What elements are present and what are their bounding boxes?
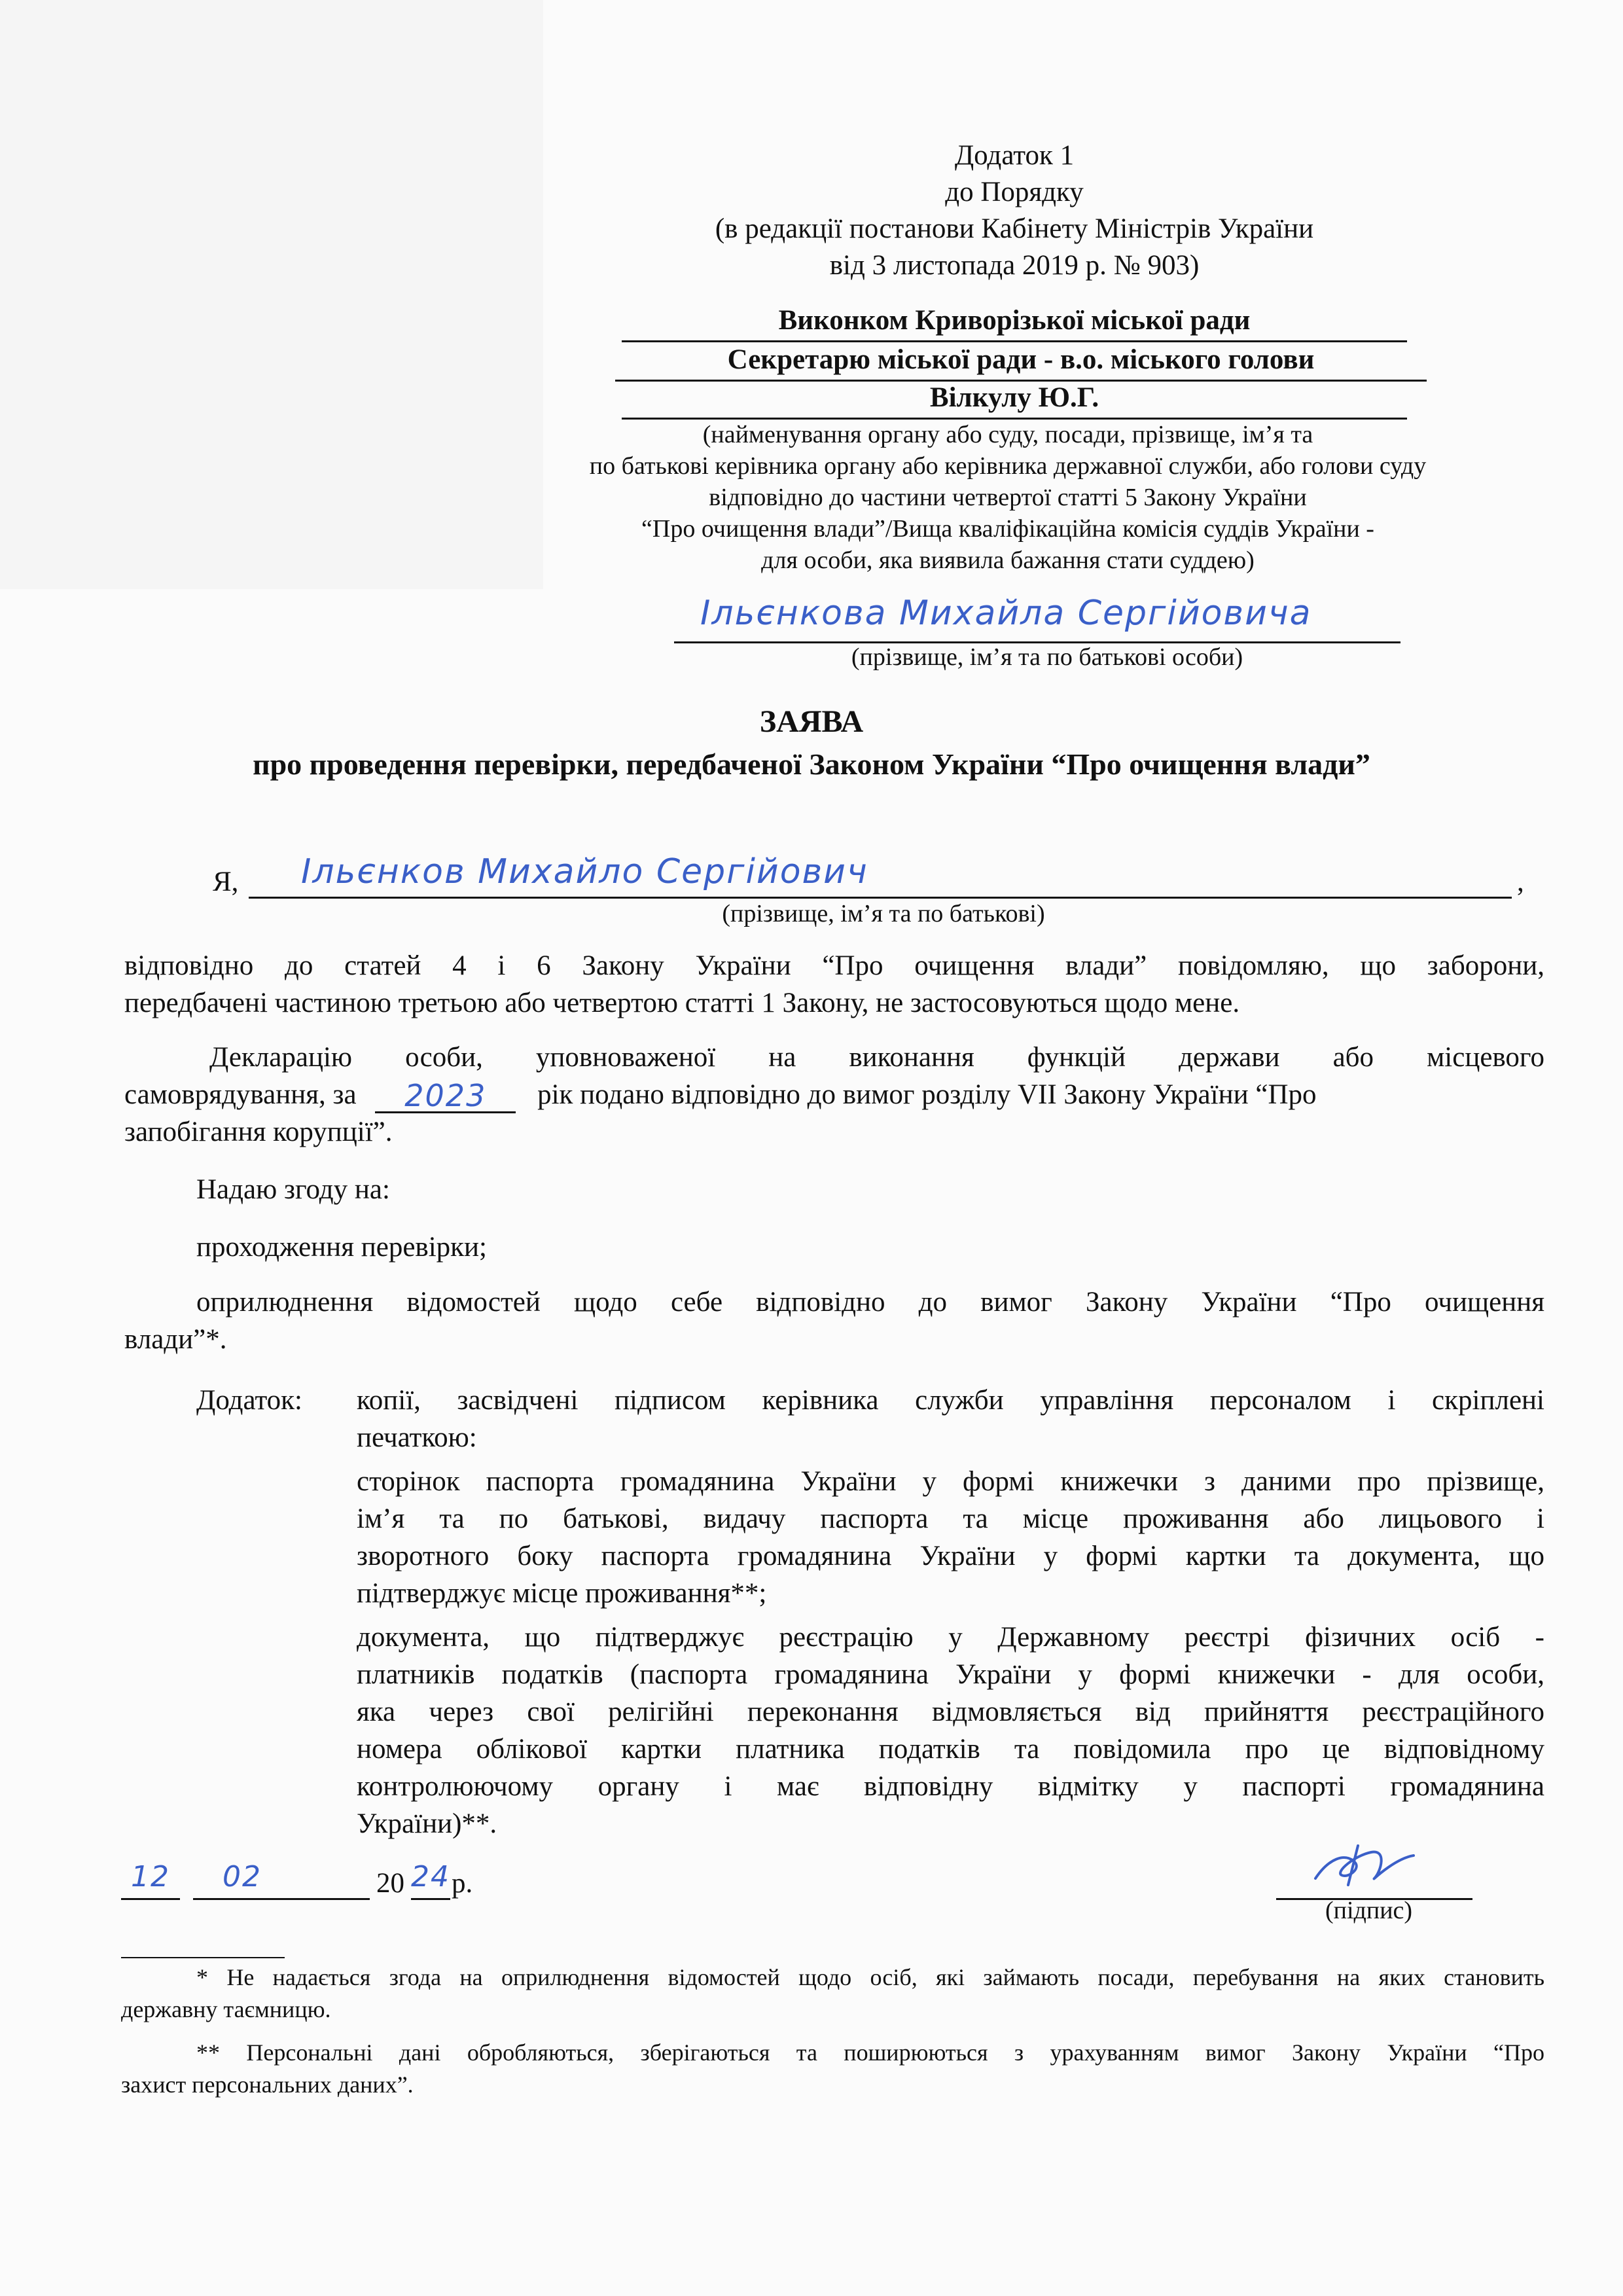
attachment-3-line-6: України)**. xyxy=(357,1808,497,1839)
declaration-year-handwritten: 2023 xyxy=(404,1078,487,1113)
footnote-1-line-2: державну таємницю. xyxy=(121,1996,331,2022)
paragraph-2-line-3: запобігання корупції”. xyxy=(124,1117,393,1147)
sender-name-field xyxy=(674,592,1400,643)
declaration-year-field xyxy=(375,1077,516,1113)
header-block xyxy=(589,137,1440,284)
header-line-4: від 3 листопада 2019 р. № 903) xyxy=(829,250,1200,281)
addressee-hint-2: по батькові керівника органу або керівника державної служби, або голови суду xyxy=(589,452,1427,480)
footnote-2-line-2: захист персональних даних”. xyxy=(121,2072,414,2098)
paragraph-2-line-2 xyxy=(124,1077,1544,1113)
attachment-2-line-2: ім’я та по батькові, видачу паспорта та місце проживання або лицьового і xyxy=(357,1503,1544,1534)
addressee-hint-3: відповідно до частини четвертої статті 5 Закону України xyxy=(709,484,1307,511)
scan-shadow-region xyxy=(0,0,543,589)
attachment-1-line-2: печаткою: xyxy=(357,1422,477,1453)
applicant-name-field xyxy=(249,844,1512,899)
addressee-hint-1: (найменування органу або суду, посади, прізвище, ім’я та xyxy=(702,421,1313,448)
attachment-2-line-4: підтверджує місце проживання**; xyxy=(357,1578,767,1609)
date-day-handwritten: 12 xyxy=(131,1860,170,1893)
date-year-handwritten: 24 xyxy=(411,1860,450,1893)
footnote-separator xyxy=(121,1957,285,1958)
paragraph-1-line-1: відповідно до статей 4 і 6 Закону України “Про очищення влади” повідомляю, що заборони, xyxy=(124,950,1544,981)
addressee-line-2: Секретарю міської ради - в.о. міського голови xyxy=(615,342,1427,382)
footnote-2-line-1: ** Персональні дані обробляються, зберігаються та поширюються з урахуванням вимог Закону України “Про xyxy=(196,2039,1544,2066)
addressee-hint xyxy=(524,419,1492,576)
attachment-3-line-1: документа, що підтверджує реєстрацію у Державному реєстрі фізичних осіб - xyxy=(357,1622,1544,1653)
date-year-prefix: 20 xyxy=(376,1868,404,1899)
document-title: ЗАЯВА xyxy=(759,704,864,739)
date-day-field xyxy=(121,1859,180,1900)
signature-field xyxy=(1276,1859,1472,1900)
header-line-2: до Порядку xyxy=(945,177,1084,207)
attachment-2-line-3: зворотного боку паспорта громадянина України у формі картки та документа, що xyxy=(357,1541,1544,1571)
sender-handwritten-name: Ільєнкова Михайла Сергійовича xyxy=(700,594,1312,633)
attachment-3-line-3: яка через свої релігійні переконання відмовляється від прийняття реєстраційного xyxy=(357,1696,1544,1727)
paragraph-2-line-2-end: рік подано відповідно до вимог розділу VII Закону України “Про xyxy=(537,1079,1317,1110)
consent-item-2-line-2: влади”*. xyxy=(124,1324,227,1355)
attachment-3-line-4: номера облікової картки платника податків та повідомила про це відповідному xyxy=(357,1734,1544,1765)
paragraph-1-line-2: передбачені частиною третьою або четвертою статті 1 Закону, не застосовуються щодо мене. xyxy=(124,988,1240,1018)
addressee-line-1: Виконком Криворізької міської ради xyxy=(622,302,1407,342)
handwritten-signature xyxy=(1309,1839,1427,1892)
consent-item-1: проходження перевірки; xyxy=(196,1232,488,1263)
paragraph-2-line-1: Декларацію особи, уповноваженої на виконання функцій держави або місцевого xyxy=(209,1042,1544,1073)
date-month-field xyxy=(193,1859,370,1900)
addressee-line-3: Вілкулу Ю.Г. xyxy=(622,380,1407,420)
sender-hint: (прізвище, ім’я та по батькові особи) xyxy=(851,643,1243,671)
signature-hint: (підпис) xyxy=(1325,1897,1413,1924)
footnote-1-line-1: * Не надається згода на оприлюднення відомостей щодо осіб, які займають посади, перебування на яких становить xyxy=(196,1964,1544,1990)
date-month-handwritten: 02 xyxy=(223,1860,262,1893)
attachment-3-line-5: контролюючому органу і має відповідну відмітку у паспорті громадянина xyxy=(357,1771,1544,1802)
applicant-name-hint: (прізвище, ім’я та по батькові) xyxy=(722,900,1045,927)
attachment-label: Додаток: xyxy=(196,1385,303,1416)
header-line-3: (в редакції постанови Кабінету Міністрів України xyxy=(715,213,1314,244)
applicant-handwritten-name: Ільєнков Михайло Сергійович xyxy=(301,852,868,891)
date-year-end: р. xyxy=(452,1868,473,1899)
attachment-2-line-1: сторінок паспорта громадянина України у формі книжечки з даними про прізвище, xyxy=(357,1466,1544,1497)
date-year-field xyxy=(411,1859,450,1900)
paragraph-2-line-2-start: самоврядування, за xyxy=(124,1079,357,1110)
consent-item-2-line-1: оприлюднення відомостей щодо себе відповідно до вимог Закону України “Про очищення xyxy=(196,1287,1544,1318)
consent-heading: Надаю згоду на: xyxy=(196,1174,390,1205)
document-subtitle: про проведення перевірки, передбаченої Законом України “Про очищення влади” xyxy=(253,747,1370,781)
addressee-hint-5: для особи, яка виявила бажання стати суддею) xyxy=(761,547,1255,574)
header-line-1: Додаток 1 xyxy=(954,140,1075,171)
statement-prefix: Я, xyxy=(213,867,239,897)
addressee-hint-4: “Про очищення влади”/Вища кваліфікаційна комісія суддів України - xyxy=(641,515,1374,543)
attachment-1-line-1: копії, засвідчені підписом керівника служби управління персоналом і скріплені xyxy=(357,1385,1544,1416)
statement-comma: , xyxy=(1517,867,1524,897)
attachment-3-line-2: платників податків (паспорта громадянина України у формі книжечки - для особи, xyxy=(357,1659,1544,1690)
